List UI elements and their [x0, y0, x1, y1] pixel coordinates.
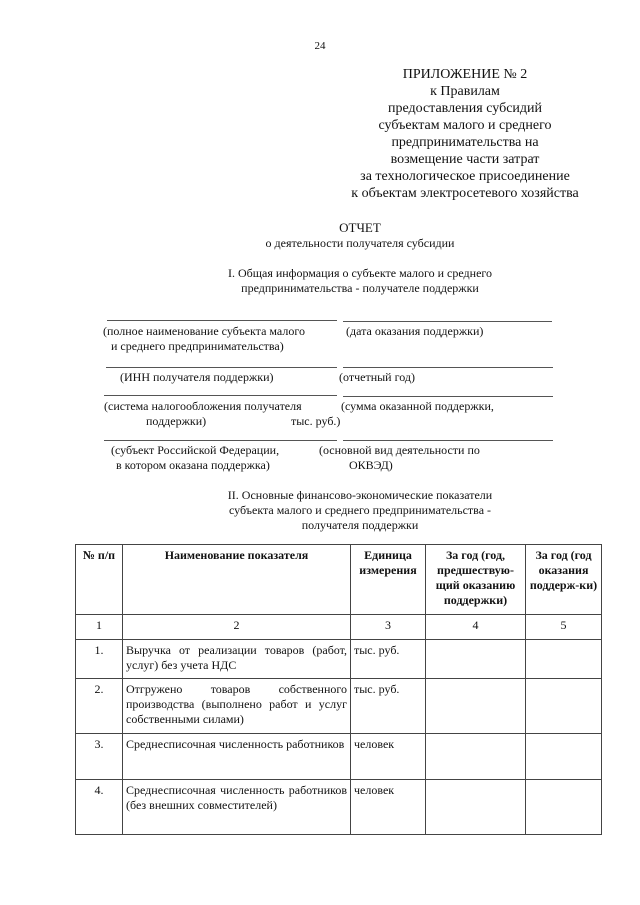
- column-number: 4: [426, 615, 526, 640]
- header-curr-year: За год (год оказания поддерж-ки): [526, 545, 602, 615]
- header-num: № п/п: [76, 545, 123, 615]
- row-name: Отгружено товаров собственного производства (выполнено работ и услуг собственными силами): [123, 679, 351, 734]
- report-year-caption: (отчетный год): [339, 370, 415, 384]
- section2-heading-line: II. Основные финансово-экономические показатели: [227, 488, 493, 502]
- row-prev-value[interactable]: [426, 640, 526, 679]
- support-date-caption: (дата оказания поддержки): [346, 324, 484, 338]
- header-prev-year: За год (год, предшествую-щий оказанию поддержки): [426, 545, 526, 615]
- appendix-line: к объектам электросетевого хозяйства: [351, 186, 579, 201]
- table-row: [76, 734, 602, 780]
- row-curr-value[interactable]: [526, 734, 602, 780]
- appendix-line: ПРИЛОЖЕНИЕ № 2: [402, 67, 528, 82]
- row-num: 1.: [76, 640, 123, 679]
- table-row: [76, 780, 602, 835]
- row-curr-value[interactable]: [526, 679, 602, 734]
- row-unit: человек: [351, 734, 426, 780]
- row-name: Среднесписочная численность работников: [123, 734, 351, 780]
- row-curr-value[interactable]: [526, 640, 602, 679]
- okved-caption: ОКВЭД): [349, 458, 393, 472]
- support-sum-caption: тыс. руб.): [291, 414, 341, 428]
- tax-system-caption: поддержки): [146, 414, 207, 428]
- region-caption: в котором оказана поддержка): [116, 458, 270, 472]
- section2-heading-line: субъекта малого и среднего предпринимательства -: [228, 503, 492, 517]
- section2-heading: [200, 488, 520, 533]
- row-unit: тыс. руб.: [351, 640, 426, 679]
- row-curr-value[interactable]: [526, 780, 602, 835]
- table-header-row: [76, 545, 602, 615]
- header-unit: Единица измерения: [351, 545, 426, 615]
- row-prev-value[interactable]: [426, 679, 526, 734]
- column-number: 2: [123, 615, 351, 640]
- column-number-row: [76, 615, 602, 640]
- column-number: 3: [351, 615, 426, 640]
- support-date-line: [343, 321, 552, 322]
- table-row: [76, 640, 602, 679]
- table-row: [76, 679, 602, 734]
- tax-system-line: [104, 395, 337, 396]
- appendix-line: предпринимательства на: [391, 135, 539, 150]
- appendix-line: возмещение части затрат: [390, 152, 540, 167]
- header-name: Наименование показателя: [123, 545, 351, 615]
- full-name-caption: (полное наименование субъекта малого: [103, 324, 305, 338]
- row-prev-value[interactable]: [426, 734, 526, 780]
- full-name-caption: и среднего предпринимательства): [111, 339, 284, 353]
- full-name-line: [107, 320, 337, 321]
- region-line: [104, 440, 337, 441]
- indicators-table: [75, 544, 602, 835]
- okved-caption: (основной вид деятельности по: [319, 443, 480, 457]
- appendix-line: к Правилам: [430, 84, 500, 99]
- row-unit: тыс. руб.: [351, 679, 426, 734]
- section1-heading-line: предпринимательства - получателе поддержки: [241, 281, 479, 295]
- support-sum-caption: (сумма оказанной поддержки,: [341, 399, 494, 413]
- section1-heading: [200, 266, 520, 296]
- section2-heading-line: получателя поддержки: [301, 518, 419, 532]
- tax-system-caption: (система налогообложения получателя: [104, 399, 302, 413]
- section1-heading-line: I. Общая информация о субъекте малого и среднего: [227, 266, 493, 280]
- row-prev-value[interactable]: [426, 780, 526, 835]
- row-name: Выручка от реализации товаров (работ, услуг) без учета НДС: [123, 640, 351, 679]
- row-num: 4.: [76, 780, 123, 835]
- row-num: 2.: [76, 679, 123, 734]
- report-year-line: [343, 367, 553, 368]
- appendix-line: за технологическое присоединение: [360, 169, 570, 184]
- report-title: ОТЧЕТ: [339, 220, 381, 235]
- column-number: 1: [76, 615, 123, 640]
- page-number: 24: [314, 40, 326, 52]
- row-num: 3.: [76, 734, 123, 780]
- okved-line: [343, 440, 553, 441]
- support-sum-line: [343, 396, 553, 397]
- column-number: 5: [526, 615, 602, 640]
- inn-line: [106, 367, 337, 368]
- inn-caption: (ИНН получателя поддержки): [120, 370, 274, 384]
- appendix-line: субъектам малого и среднего: [378, 118, 552, 133]
- row-unit: человек: [351, 780, 426, 835]
- report-subtitle: о деятельности получателя субсидии: [265, 236, 455, 250]
- region-caption: (субъект Российской Федерации,: [111, 443, 280, 457]
- appendix-line: предоставления субсидий: [387, 101, 543, 116]
- appendix-header: [300, 66, 630, 202]
- row-name: Среднесписочная численность работников (без внешних совместителей): [123, 780, 351, 835]
